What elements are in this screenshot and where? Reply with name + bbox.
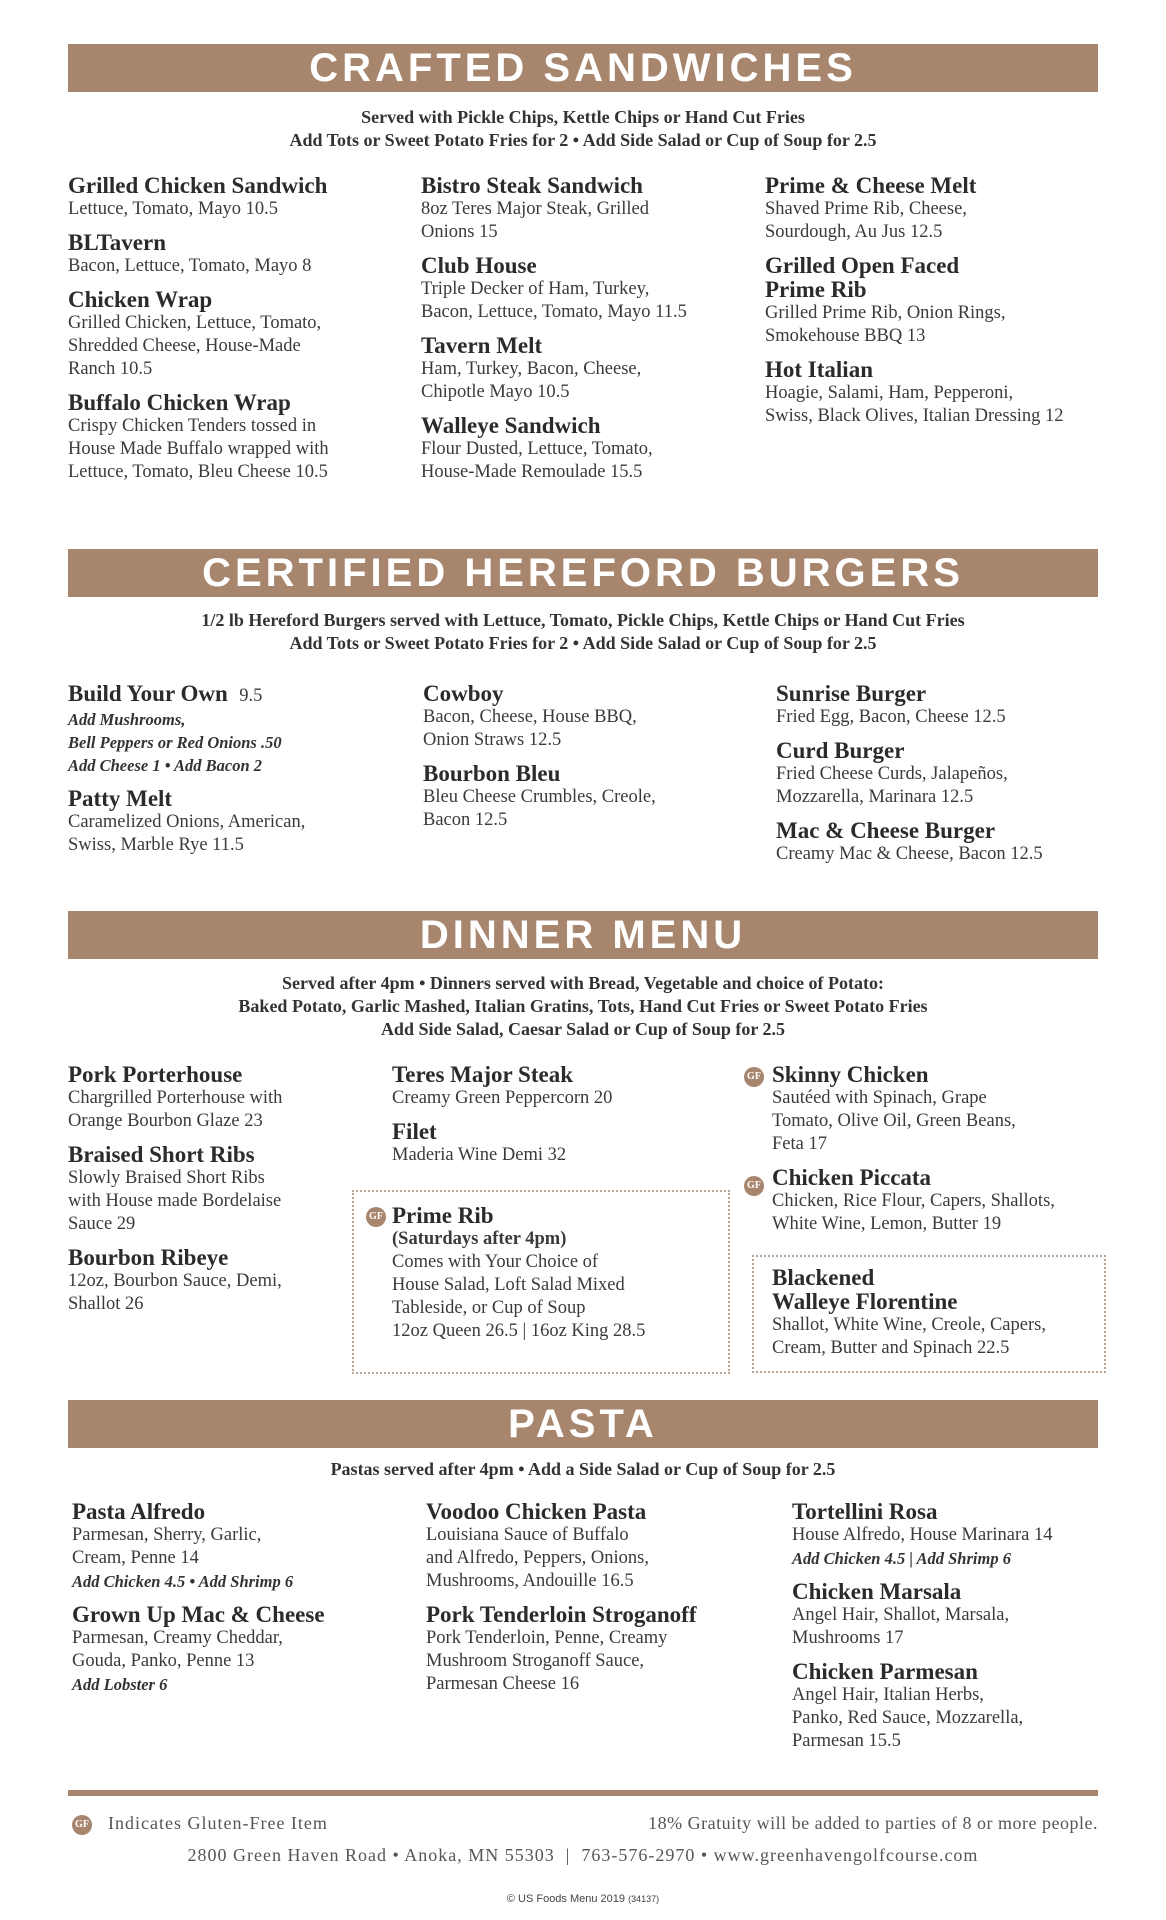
item-desc: Shallot 26 — [68, 1294, 144, 1314]
item-name: Bistro Steak Sandwich — [421, 173, 643, 198]
item-addon: Add Cheese 1 • Add Bacon 2 — [68, 756, 263, 775]
item-desc: Shredded Cheese, House-Made — [68, 336, 301, 356]
item-desc: Shaved Prime Rib, Cheese, — [765, 199, 967, 219]
sandwiches-col-1 — [68, 174, 408, 494]
item-desc: Crispy Chicken Tenders tossed in — [68, 416, 317, 436]
item-name: Walleye Florentine — [772, 1289, 958, 1314]
item-desc: Swiss, Marble Rye 11.5 — [68, 835, 244, 855]
item-desc: Lettuce, Tomato, Mayo 10.5 — [68, 199, 279, 219]
item-name: Braised Short Ribs — [68, 1142, 255, 1167]
item-desc: Panko, Red Sauce, Mozzarella, — [792, 1708, 1024, 1728]
menu-item — [421, 254, 761, 324]
item-desc: Feta 17 — [772, 1134, 827, 1154]
walleye-item — [772, 1266, 1102, 1360]
pasta-col-2 — [426, 1500, 766, 1706]
menu-item — [68, 1143, 368, 1236]
item-name: Prime Rib — [765, 277, 867, 302]
menu-item — [72, 1603, 412, 1696]
dinner-subtitle-2: Baked Potato, Garlic Mashed, Italian Gratins, Tots, Hand Cut Fries or Sweet Potato Fries — [238, 996, 928, 1016]
item-desc: Smokehouse BBQ 13 — [765, 326, 926, 346]
menu-item — [772, 1166, 1102, 1236]
item-name: Sunrise Burger — [776, 681, 927, 706]
item-name: BLTavern — [68, 230, 167, 255]
item-desc: White Wine, Lemon, Butter 19 — [772, 1214, 1002, 1234]
item-addon: Add Chicken 4.5 | Add Shrimp 6 — [792, 1549, 1011, 1568]
burgers-col-3 — [776, 682, 1116, 876]
item-desc: and Alfredo, Peppers, Onions, — [426, 1548, 649, 1568]
item-name: Skinny Chicken — [772, 1062, 929, 1087]
burgers-col-1 — [68, 682, 408, 867]
item-desc: Fried Cheese Curds, Jalapeños, — [776, 764, 1008, 784]
item-name: Bourbon Ribeye — [68, 1245, 229, 1270]
item-desc: Comes with Your Choice of — [392, 1252, 599, 1272]
item-subtitle: (Saturdays after 4pm) — [392, 1229, 567, 1249]
item-desc: 12oz Queen 26.5 | 16oz King 28.5 — [392, 1321, 646, 1341]
item-name: Tortellini Rosa — [792, 1499, 938, 1524]
item-desc: Pork Tenderloin, Penne, Creamy — [426, 1628, 668, 1648]
item-desc: Bacon, Lettuce, Tomato, Mayo 11.5 — [421, 302, 687, 322]
item-desc: Fried Egg, Bacon, Cheese 12.5 — [776, 707, 1006, 727]
item-desc: Mushrooms 17 — [792, 1628, 904, 1648]
item-desc: Hoagie, Salami, Ham, Pepperoni, — [765, 383, 1014, 403]
item-desc: Sauce 29 — [68, 1214, 136, 1234]
item-desc: House Made Buffalo wrapped with — [68, 439, 329, 459]
menu-item — [68, 391, 408, 484]
item-desc: Creamy Green Peppercorn 20 — [392, 1088, 613, 1108]
item-desc: Chipotle Mayo 10.5 — [421, 382, 570, 402]
item-desc: Mushrooms, Andouille 16.5 — [426, 1571, 634, 1591]
copyright-text: © US Foods Menu 2019 — [506, 1893, 626, 1905]
item-name: Mac & Cheese Burger — [776, 818, 996, 843]
pasta-subtitle: Pastas served after 4pm • Add a Side Salad or Cup of Soup for 2.5 — [330, 1459, 836, 1479]
menu-item — [68, 787, 408, 857]
sandwiches-subtitle-1: Served with Pickle Chips, Kettle Chips or Hand Cut Fries — [361, 107, 805, 127]
gluten-free-icon: GF — [72, 1815, 92, 1835]
item-name: Pork Porterhouse — [68, 1062, 243, 1087]
burgers-banner: CERTIFIED HEREFORD BURGERS — [68, 549, 1098, 597]
item-desc: Slowly Braised Short Ribs — [68, 1168, 265, 1188]
burgers-subtitle-2: Add Tots or Sweet Potato Fries for 2 • Add Side Salad or Cup of Soup for 2.5 — [289, 633, 877, 653]
item-desc: Caramelized Onions, American, — [68, 812, 306, 832]
item-price: 9.5 — [239, 686, 263, 706]
menu-item — [423, 762, 763, 832]
item-name: Filet — [392, 1119, 437, 1144]
item-desc: House Salad, Loft Salad Mixed — [392, 1275, 625, 1295]
menu-item — [765, 254, 1105, 348]
item-name: Tavern Melt — [421, 333, 543, 358]
item-desc: Grilled Prime Rib, Onion Rings, — [765, 303, 1006, 323]
item-desc: Creamy Mac & Cheese, Bacon 12.5 — [776, 844, 1043, 864]
item-desc: Swiss, Black Olives, Italian Dressing 12 — [765, 406, 1064, 426]
item-desc: Onions 15 — [421, 222, 498, 242]
item-desc: Bacon, Cheese, House BBQ, — [423, 707, 637, 727]
item-desc: Maderia Wine Demi 32 — [392, 1145, 567, 1165]
item-name: Pasta Alfredo — [72, 1499, 206, 1524]
item-addon: Bell Peppers or Red Onions .50 — [68, 733, 282, 752]
sandwiches-col-3 — [765, 174, 1105, 438]
dinner-col-3 — [772, 1063, 1102, 1246]
item-name: Pork Tenderloin Stroganoff — [426, 1602, 697, 1627]
gratuity-note: 18% Gratuity will be added to parties of 8 or more people. — [648, 1813, 1098, 1833]
burgers-col-2 — [423, 682, 763, 842]
menu-item — [765, 358, 1105, 428]
dinner-col-1 — [68, 1063, 368, 1326]
item-desc: Parmesan Cheese 16 — [426, 1674, 580, 1694]
item-desc: Tableside, or Cup of Soup — [392, 1298, 586, 1318]
menu-item — [426, 1500, 766, 1593]
sandwiches-subtitle-2: Add Tots or Sweet Potato Fries for 2 • Add Side Salad or Cup of Soup for 2.5 — [289, 130, 877, 150]
menu-item — [68, 174, 408, 221]
item-desc: Cream, Penne 14 — [72, 1548, 199, 1568]
menu-item — [776, 682, 1116, 729]
item-desc: Louisiana Sauce of Buffalo — [426, 1525, 629, 1545]
item-name: Grown Up Mac & Cheese — [72, 1602, 325, 1627]
item-desc: Ham, Turkey, Bacon, Cheese, — [421, 359, 642, 379]
sandwiches-banner: CRAFTED SANDWICHES — [68, 44, 1098, 92]
item-desc: with House made Bordelaise — [68, 1191, 282, 1211]
menu-item — [72, 1500, 412, 1593]
gluten-free-icon: GF — [744, 1176, 764, 1196]
gluten-free-note: Indicates Gluten-Free Item — [108, 1813, 328, 1833]
item-desc: Lettuce, Tomato, Bleu Cheese 10.5 — [68, 462, 328, 482]
item-name: Grilled Open Faced — [765, 253, 960, 278]
menu-item — [68, 1246, 368, 1316]
item-desc: Triple Decker of Ham, Turkey, — [421, 279, 650, 299]
item-addon: Add Mushrooms, — [68, 710, 186, 729]
menu-item — [772, 1063, 1102, 1156]
item-desc: 12oz, Bourbon Sauce, Demi, — [68, 1271, 282, 1291]
item-name: Cowboy — [423, 681, 504, 706]
item-desc: Ranch 10.5 — [68, 359, 153, 379]
item-desc: Angel Hair, Italian Herbs, — [792, 1685, 984, 1705]
item-name: Chicken Parmesan — [792, 1659, 978, 1684]
menu-item — [423, 682, 763, 752]
item-desc: Sautéed with Spinach, Grape — [772, 1088, 987, 1108]
sandwiches-col-2 — [421, 174, 761, 494]
footer-divider — [68, 1790, 1098, 1796]
item-desc: Gouda, Panko, Penne 13 — [72, 1651, 255, 1671]
menu-item — [426, 1603, 766, 1696]
menu-item — [68, 682, 408, 777]
item-addon: Add Lobster 6 — [72, 1675, 168, 1694]
footer-address: 2800 Green Haven Road • Anoka, MN 55303 | 763-576-2970 • www.greenhavengolfcourse.com — [187, 1845, 979, 1865]
prime-rib-item — [392, 1204, 722, 1343]
menu-item — [392, 1063, 712, 1110]
item-name: Chicken Wrap — [68, 287, 213, 312]
item-desc: Bacon 12.5 — [423, 810, 508, 830]
item-name: Grilled Chicken Sandwich — [68, 173, 328, 198]
item-desc: Chicken, Rice Flour, Capers, Shallots, — [772, 1191, 1055, 1211]
item-desc: 8oz Teres Major Steak, Grilled — [421, 199, 650, 219]
pasta-banner: PASTA — [68, 1400, 1098, 1448]
item-name: Prime & Cheese Melt — [765, 173, 977, 198]
item-desc: Flour Dusted, Lettuce, Tomato, — [421, 439, 653, 459]
item-desc: Onion Straws 12.5 — [423, 730, 562, 750]
menu-item — [776, 819, 1116, 866]
item-desc: Bleu Cheese Crumbles, Creole, — [423, 787, 656, 807]
menu-item — [421, 414, 761, 484]
menu-item — [68, 288, 408, 381]
menu-item — [792, 1580, 1132, 1650]
dinner-subtitle-3: Add Side Salad, Caesar Salad or Cup of Soup for 2.5 — [380, 1019, 786, 1039]
menu-item — [765, 174, 1105, 244]
gluten-free-icon: GF — [744, 1067, 764, 1087]
item-name: Buffalo Chicken Wrap — [68, 390, 291, 415]
item-name: Hot Italian — [765, 357, 873, 382]
item-desc: Grilled Chicken, Lettuce, Tomato, — [68, 313, 322, 333]
item-name: Teres Major Steak — [392, 1062, 574, 1087]
item-name: Club House — [421, 253, 537, 278]
menu-item — [421, 334, 761, 404]
item-desc: Parmesan, Sherry, Garlic, — [72, 1525, 262, 1545]
menu-item — [68, 1063, 368, 1133]
item-name: Walleye Sandwich — [421, 413, 601, 438]
menu-item — [421, 174, 761, 244]
item-desc: Tomato, Olive Oil, Green Beans, — [772, 1111, 1016, 1131]
menu-item — [392, 1120, 712, 1167]
item-desc: House Alfredo, House Marinara 14 — [792, 1525, 1053, 1545]
dinner-col-2 — [392, 1063, 712, 1177]
item-name: Patty Melt — [68, 786, 173, 811]
pasta-col-1 — [72, 1500, 412, 1706]
copyright — [0, 1893, 1166, 1905]
item-desc: House-Made Remoulade 15.5 — [421, 462, 643, 482]
item-name: Curd Burger — [776, 738, 905, 763]
item-desc: Mozzarella, Marinara 12.5 — [776, 787, 974, 807]
item-name — [68, 682, 408, 708]
item-name-text: Build Your Own — [68, 681, 228, 706]
menu-item — [792, 1660, 1132, 1753]
item-desc: Parmesan 15.5 — [792, 1731, 901, 1751]
item-addon: Add Chicken 4.5 • Add Shrimp 6 — [72, 1572, 294, 1591]
item-desc: Parmesan, Creamy Cheddar, — [72, 1628, 283, 1648]
item-desc: Angel Hair, Shallot, Marsala, — [792, 1605, 1010, 1625]
item-name: Prime Rib — [392, 1203, 494, 1228]
pasta-col-3 — [792, 1500, 1132, 1763]
menu-code: (34137) — [628, 1894, 660, 1904]
item-name: Chicken Piccata — [772, 1165, 932, 1190]
item-name: Blackened — [772, 1265, 875, 1290]
item-desc: Orange Bourbon Glaze 23 — [68, 1111, 263, 1131]
item-desc: Bacon, Lettuce, Tomato, Mayo 8 — [68, 256, 312, 276]
dinner-banner: DINNER MENU — [68, 911, 1098, 959]
menu-item — [68, 231, 408, 278]
item-desc: Mushroom Stroganoff Sauce, — [426, 1651, 645, 1671]
item-desc: Sourdough, Au Jus 12.5 — [765, 222, 943, 242]
item-name: Voodoo Chicken Pasta — [426, 1499, 647, 1524]
burgers-subtitle-1: 1/2 lb Hereford Burgers served with Lettuce, Tomato, Pickle Chips, Kettle Chips or Hand Cut Fries — [201, 610, 965, 630]
gluten-free-icon: GF — [366, 1207, 386, 1227]
dinner-subtitle-1: Served after 4pm • Dinners served with Bread, Vegetable and choice of Potato: — [281, 973, 885, 993]
item-name: Bourbon Bleu — [423, 761, 561, 786]
item-desc: Chargrilled Porterhouse with — [68, 1088, 283, 1108]
item-desc: Shallot, White Wine, Creole, Capers, — [772, 1315, 1046, 1335]
menu-item — [792, 1500, 1132, 1570]
item-name: Chicken Marsala — [792, 1579, 962, 1604]
menu-item — [776, 739, 1116, 809]
item-desc: Cream, Butter and Spinach 22.5 — [772, 1338, 1010, 1358]
